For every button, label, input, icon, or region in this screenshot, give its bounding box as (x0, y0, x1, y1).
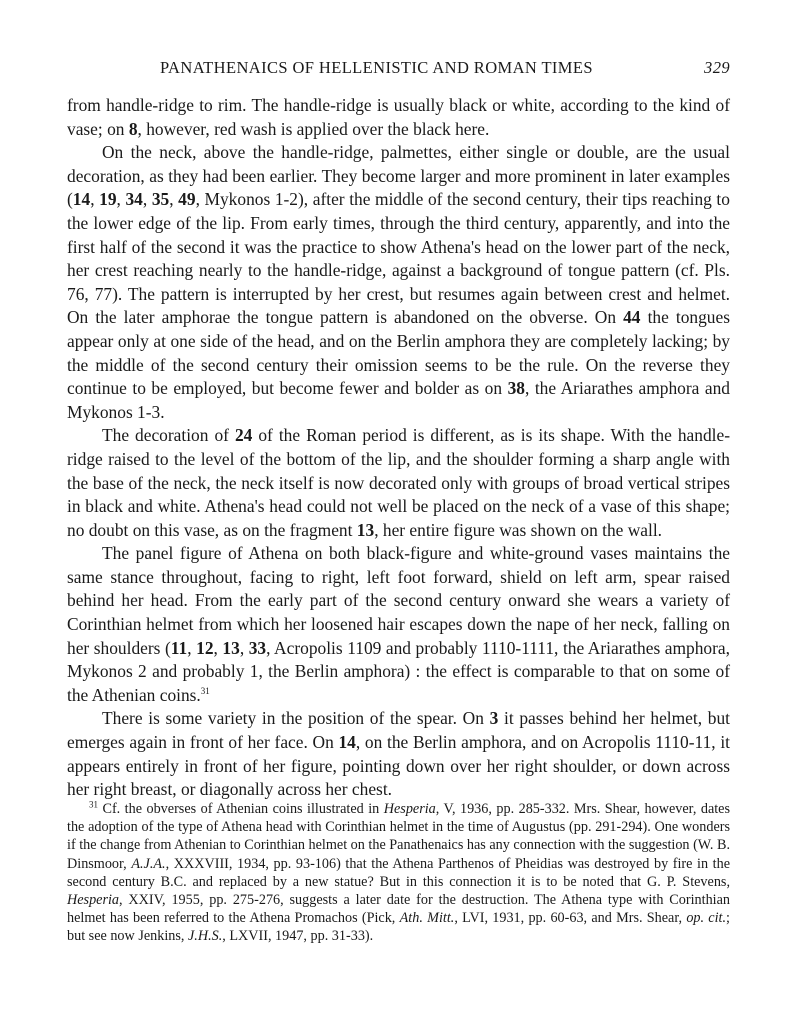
paragraph-5 (67, 707, 730, 801)
catalog-number: 33 (248, 637, 267, 658)
text-run: , (116, 189, 126, 210)
paragraph-1 (67, 94, 730, 141)
text-run: , XXIV, 1955, pp. 275-276, suggests a later date for the destruction. The Athena type with Corinthian helmet has been referred to the Athena Promachos (Pick, (67, 892, 730, 927)
text-run: , her entire figure was shown on the wall. (374, 519, 663, 540)
catalog-number: 11 (170, 637, 188, 658)
text-run: , LXVII, 1947, pp. 31-33). (222, 928, 374, 945)
text-run: it passes behind her helmet, but emerges again in front of her face. On (67, 708, 730, 753)
catalog-number: 8 (128, 118, 138, 139)
text-run: , (90, 189, 100, 210)
catalog-number: 38 (507, 378, 525, 399)
catalog-number: 44 (623, 307, 641, 328)
running-header (160, 58, 730, 82)
catalog-number: 49 (178, 189, 196, 210)
catalog-number: 24 (234, 425, 253, 446)
text-run: the tongues appear only at one side of the head, and on the Berlin amphora they are completely lacking; by the middle of the second century their omission seems to be the rule. On the reverse they continue to be employed, but become fewer and bolder as on (67, 307, 730, 399)
catalog-number: 35 (151, 189, 170, 210)
text-run: , (213, 637, 223, 658)
text-run: , XXXVIII, 1934, pp. 93-106) that the Athena Parthenos of Pheidias was destroyed by fire in the second century B.C. and replaced by a new statue? But in this connection it is to be noted that G. P. Stevens, (67, 855, 730, 890)
paragraph-4 (67, 542, 730, 707)
catalog-number: 12 (196, 637, 214, 658)
citation-title: Ath. Mitt. (399, 910, 455, 927)
citation-title: J.H.S. (187, 928, 223, 945)
page-number: 329 (704, 58, 730, 77)
text-run: The decoration of (102, 425, 235, 446)
text-run: ; but see now Jenkins, (67, 910, 730, 945)
citation-title: Hesperia (67, 892, 120, 909)
citation-title: A.J.A. (131, 855, 166, 872)
text-run: from handle-ridge to rim. The handle-ridge is usually black or white, according to the kind of vase; on (67, 95, 730, 139)
text-run: , the Ariarathes amphora and Mykonos 1-3. (67, 378, 730, 422)
text-run: , Mykonos 1-2), after the middle of the second century, their tips reaching to the lower edge of the lip. From early times, through the third century, apparently, and into the first half of the second it was the practice to show Athena's head on the lower part of the neck, her crest reaching nearly to the handle-ridge, against a background of tongue pattern (cf. Pls. 76, 77). The pattern is interrupted by her crest, but resumes again between crest and helmet. On the later amphorae the tongue pattern is abandoned on the obverse. On (67, 189, 730, 328)
citation-title: op. cit. (686, 910, 727, 927)
text-run: , (169, 189, 179, 210)
citation-title: Hesperia (383, 801, 436, 817)
text-run: There is some variety in the position of the spear. On (102, 708, 490, 729)
catalog-number: 19 (99, 189, 117, 210)
catalog-number: 3 (489, 708, 499, 729)
text-run: , Acropolis 1109 and probably 1110-1111, the Ariarathes amphora, Mykonos 2 and probably 1, the Berlin amphora) : the effect is comparable to that on some of the Athenian coins. (67, 637, 730, 705)
text-run: , on the Berlin amphora, and on Acropolis 1110-11, it appears entirely in front of her figure, pointing down over her right shoulder, or down across her right breast, or diagonally across her chest. (67, 732, 731, 800)
footnote-ref: 31 (200, 686, 210, 697)
text-run: , LVI, 1931, pp. 60-63, and Mrs. Shear, (454, 910, 687, 927)
text-run: of the Roman period is different, as is its shape. With the handle-ridge raised to the level of the bottom of the lip, and the shoulder forming a sharp angle with the base of the neck, the neck itself is now decorated only with groups of broad vertical stripes in black and white. Athena's head could not well be placed on the neck of a vase of this shape; no doubt on this vase, as on the fragment (67, 425, 730, 540)
text-run: Cf. the obverses of Athenian coins illustrated in (98, 801, 384, 817)
catalog-number: 13 (356, 519, 375, 540)
text-run: , V, 1936, pp. 285-332. Mrs. Shear, however, dates the adoption of the type of Athena head with Corinthian helmet in the time of Augustus (pp. 291-294). One wonders if the change from Athenian to Corinthian helmet on the Panathenaics has any connection with the suggestion (W. B. Dinsmoor, (67, 801, 730, 872)
catalog-number: 34 (125, 189, 143, 210)
paragraph-2 (67, 141, 730, 424)
text-run: The panel figure of Athena on both black-figure and white-ground vases maintains the same stance throughout, facing to right, left foot forward, shield on left arm, spear raised behind her head. From the early part of the second century onward she wears a variety of Corinthian helmet from which her loosened hair escapes down the nape of her neck, falling on her shoulders ( (67, 543, 730, 658)
paragraph-3 (67, 424, 730, 542)
catalog-number: 13 (222, 637, 240, 658)
text-run: , (239, 637, 249, 658)
footnote-ref: 31 (89, 799, 98, 810)
running-title: PANATHENAICS OF HELLENISTIC AND ROMAN TIMES (160, 58, 593, 77)
catalog-number: 14 (338, 732, 356, 753)
footnote-31 (67, 800, 730, 946)
catalog-number: 14 (72, 189, 91, 210)
footnotes (67, 800, 730, 946)
text-run: , (187, 637, 197, 658)
text-run: On the neck, above the handle-ridge, palmettes, either single or double, are the usual decoration, as they had been earlier. They become larger and more prominent in later examples ( (67, 142, 730, 210)
text-run: , however, red wash is applied over the black here. (137, 118, 490, 139)
text-run: , (142, 189, 152, 210)
body-text (67, 94, 730, 802)
